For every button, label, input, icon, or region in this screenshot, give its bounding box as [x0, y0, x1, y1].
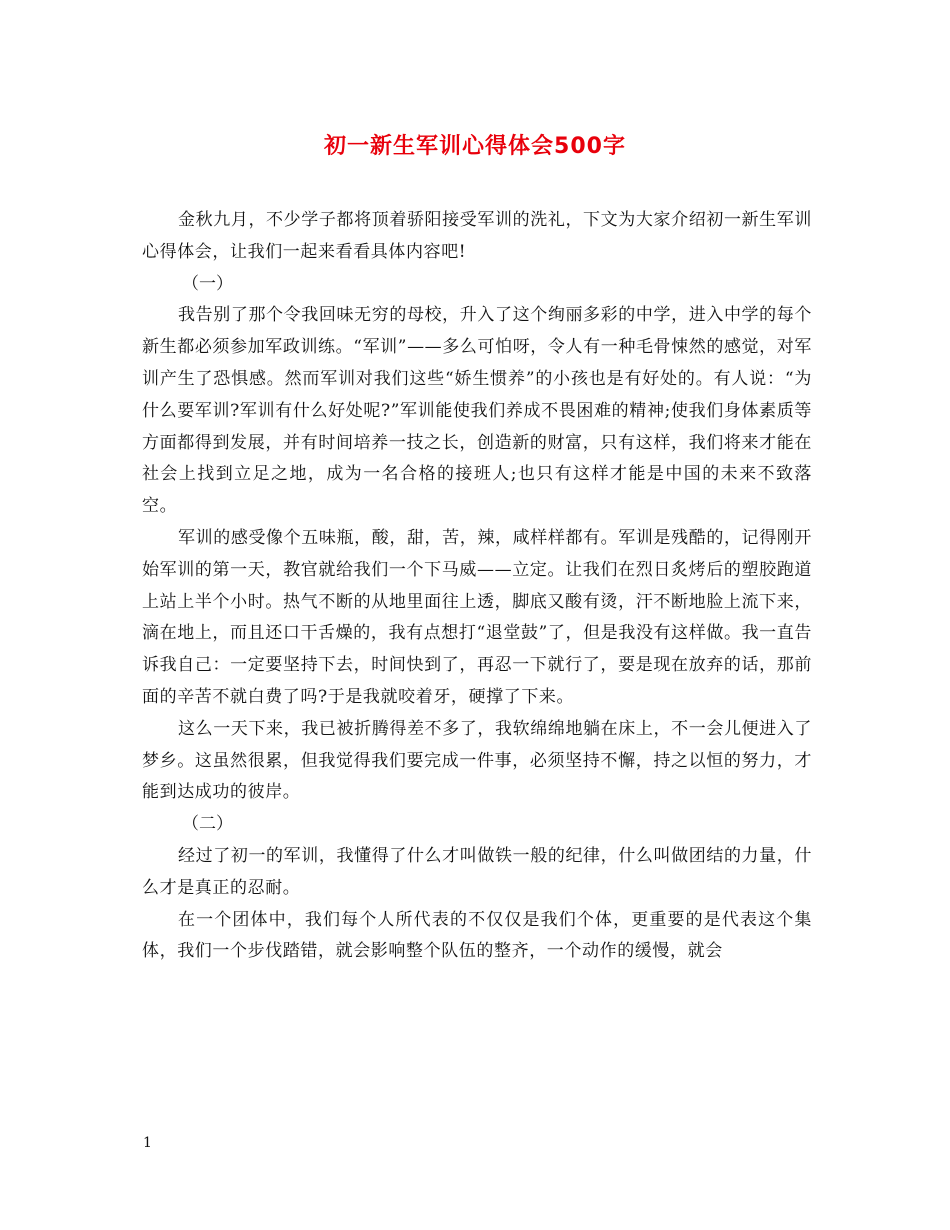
paragraph-intro: 金秋九月，不少学子都将顶着骄阳接受军训的洗礼，下文为大家介绍初一新生军训心得体会，让我们一起来看看具体内容吧!: [142, 210, 812, 262]
section-label-two: （二）: [182, 814, 233, 835]
document-body: [142, 205, 812, 968]
paragraph-4: 经过了初一的军训，我懂得了什么才叫做铁一般的纪律，什么叫做团结的力量，什么才是真正的忍耐。: [142, 845, 812, 898]
paragraph-1: 我告别了那个令我回味无穷的母校，升入了这个绚丽多彩的中学，进入中学的每个新生都必须参加军政训练。“军训”——多么可怕呀，令人有一种毛骨悚然的感觉，对军训产生了恐惧感。然而军训对我们这些“娇生惯养”的小孩也是有好处的。有人说：“为什么要军训?军训有什么好处呢?”军训能使我们养成不畏困难的精神;使我们身体素质等方面都得到发展，并有时间培养一技之长，创造新的财富，只有这样，我们将来才能在社会上找到立足之地，成为一名合格的接班人;也只有这样才能是中国的未来不致落空。: [142, 305, 812, 517]
paragraph-5: 在一个团体中，我们每个人所代表的不仅仅是我们个体，更重要的是代表这个集体，我们一个步伐踏错，就会影响整个队伍的整齐，一个动作的缓慢，就会: [142, 909, 812, 962]
paragraph-3: 这么一天下来，我已被折腾得差不多了，我软绵绵地躺在床上，不一会儿便进入了梦乡。这虽然很累，但我觉得我们要完成一件事，必须坚持不懈，持之以恒的努力，才能到达成功的彼岸。: [142, 718, 812, 803]
section-label-one: （一）: [182, 273, 233, 294]
document-title: 初一新生军训心得体会500字: [324, 134, 626, 159]
page-number: 1: [143, 1135, 152, 1151]
paragraph-2: 军训的感受像个五味瓶，酸，甜，苦，辣，咸样样都有。军训是残酷的，记得刚开始军训的第一天，教官就给我们一个下马威——立定。让我们在烈日炙烤后的塑胶跑道上站上半个小时。热气不断的从地里面往上透，脚底又酸有烫，汗不断地脸上流下来，滴在地上，而且还口干舌燥的，我有点想打“退堂鼓”了，但是我没有这样做。我一直告诉我自己：一定要坚持下去，时间快到了，再忍一下就行了，要是现在放弃的话，那前面的辛苦不就白费了吗?于是我就咬着牙，硬撑了下来。: [142, 527, 812, 707]
